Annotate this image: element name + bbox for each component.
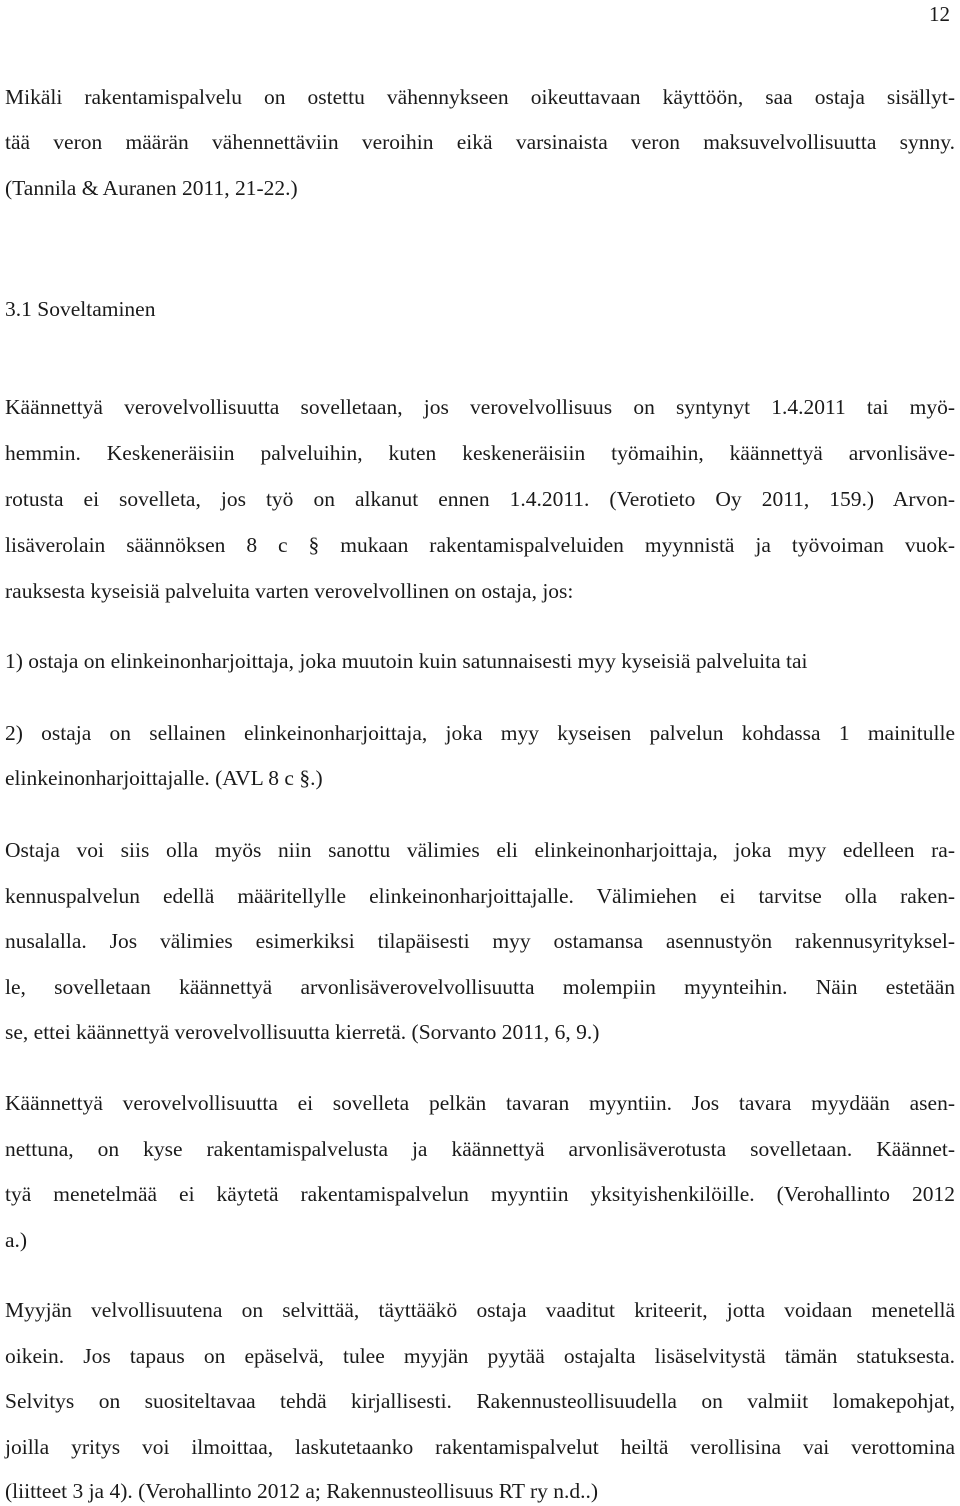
text-line: oikein. Jos tapaus on epäselvä, tulee myyjän pyytää ostajalta lisäselvitystä tämän statuksesta.	[5, 1344, 955, 1368]
text-line: (Tannila & Auranen 2011, 21-22.)	[5, 176, 298, 200]
text-line: le, sovelletaan käännettyä arvonlisäverovelvollisuutta molempiin myynteihin. Näin estetään	[5, 975, 955, 999]
text-line: Käännettyä verovelvollisuutta ei sovelleta pelkän tavaran myyntiin. Jos tavara myydään asen-	[5, 1091, 955, 1115]
page-number: 12	[929, 2, 950, 26]
text-line: Mikäli rakentamispalvelu on ostettu vähennykseen oikeuttavaan käyttöön, saa ostaja sisällyt-	[5, 85, 955, 109]
text-line: a.)	[5, 1228, 28, 1252]
text-line: rotusta ei sovelleta, jos työ on alkanut ennen 1.4.2011. (Verotieto Oy 2011, 159.) Arvon-	[5, 487, 955, 511]
section-heading: 3.1 Soveltaminen	[5, 297, 156, 321]
list-item: 1) ostaja on elinkeinonharjoittaja, joka muutoin kuin satunnaisesti myy kyseisiä palveluita tai	[5, 649, 808, 673]
text-line: Ostaja voi siis olla myös niin sanottu välimies eli elinkeinonharjoittaja, joka myy edelleen ra-	[5, 838, 955, 862]
text-line: lisäverolain säännöksen 8 c § mukaan rakentamispalveluiden myynnistä ja työvoiman vuok-	[5, 533, 955, 557]
text-line: rauksesta kyseisiä palveluita varten verovelvollinen on ostaja, jos:	[5, 579, 574, 603]
text-line: elinkeinonharjoittajalle. (AVL 8 c §.)	[5, 766, 323, 790]
text-line: Myyjän velvollisuutena on selvittää, täyttääkö ostaja vaaditut kriteerit, jotta voidaan menetellä	[5, 1298, 955, 1322]
text-line: tää veron määrän vähennettäviin veroihin eikä varsinaista veron maksuvelvollisuutta synny.	[5, 130, 955, 154]
text-line: kennuspalvelun edellä määritellylle elinkeinonharjoittajalle. Välimiehen ei tarvitse olla raken-	[5, 884, 955, 908]
text-line: hemmin. Keskeneräisiin palveluihin, kuten keskeneräisiin työmaihin, käännettyä arvonlisäve-	[5, 441, 955, 465]
text-line: tyä menetelmää ei käytetä rakentamispalvelun myyntiin yksityishenkilöille. (Verohallinto 2012	[5, 1182, 955, 1206]
text-line: Käännettyä verovelvollisuutta sovelletaan, jos verovelvollisuus on syntynyt 1.4.2011 tai myö-	[5, 395, 955, 419]
text-line: joilla yritys voi ilmoittaa, laskutetaanko rakentamispalvelut heiltä verollisina vai verottomina	[5, 1435, 955, 1459]
text-line: nusalalla. Jos välimies esimerkiksi tilapäisesti myy ostamansa asennustyön rakennusyrityksel-	[5, 929, 955, 953]
text-line: 2) ostaja on sellainen elinkeinonharjoittaja, joka myy kyseisen palvelun kohdassa 1 mainitulle	[5, 721, 955, 745]
text-line: Selvitys on suositeltavaa tehdä kirjallisesti. Rakennusteollisuudella on valmiit lomakepohjat,	[5, 1389, 955, 1413]
text-line: nettuna, on kyse rakentamispalvelusta ja käännettyä arvonlisäverotusta sovelletaan. Käännet-	[5, 1137, 955, 1161]
text-line: (liitteet 3 ja 4). (Verohallinto 2012 a; Rakennusteollisuus RT ry n.d..)	[5, 1479, 599, 1503]
text-line: se, ettei käännettyä verovelvollisuutta kierretä. (Sorvanto 2011, 6, 9.)	[5, 1020, 600, 1044]
